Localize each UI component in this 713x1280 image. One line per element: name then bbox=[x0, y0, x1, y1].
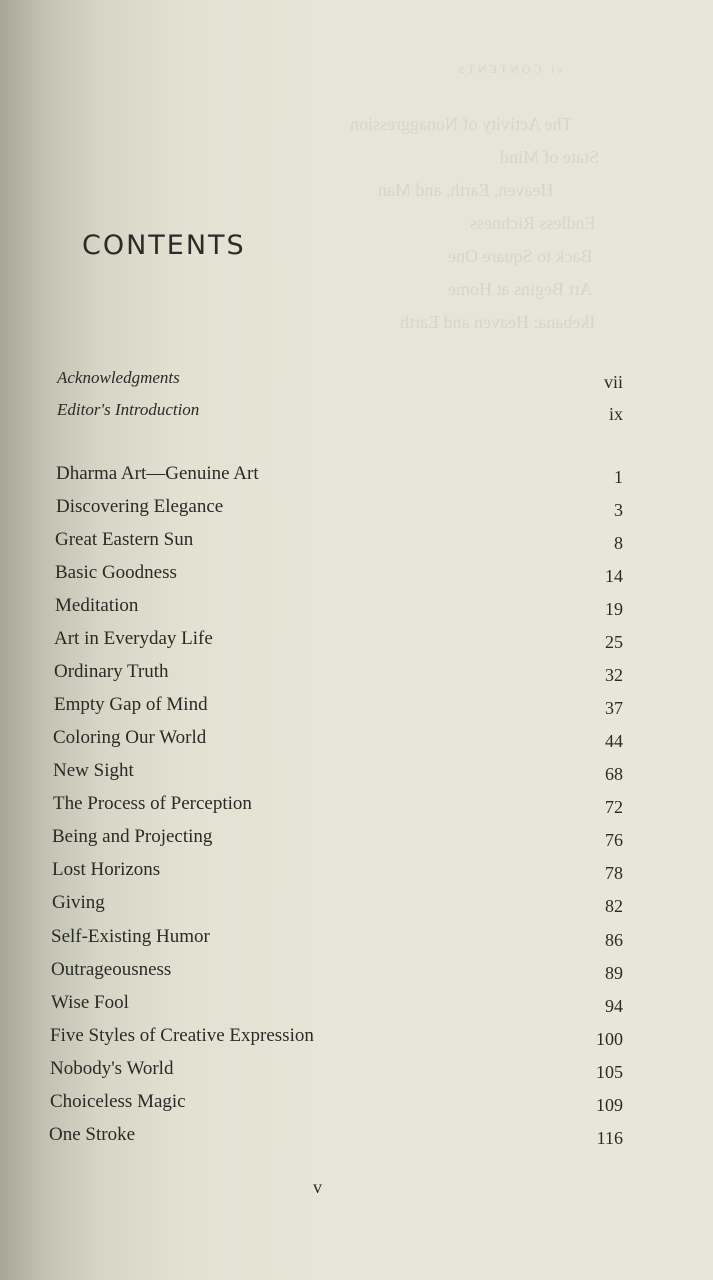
toc-title: Giving bbox=[52, 892, 105, 913]
toc-entry bbox=[53, 727, 623, 757]
toc-title: Editor's Introduction bbox=[57, 400, 200, 419]
toc-entry bbox=[55, 562, 623, 592]
toc-title: Nobody's World bbox=[50, 1058, 174, 1079]
toc-title: Empty Gap of Mind bbox=[54, 694, 208, 715]
toc-title: New Sight bbox=[53, 760, 134, 781]
toc-entry bbox=[56, 463, 623, 493]
page-title: CONTENTS bbox=[82, 230, 246, 261]
toc-entry bbox=[53, 760, 623, 790]
toc-entry bbox=[55, 595, 623, 625]
toc-entry bbox=[51, 992, 623, 1022]
toc-entry bbox=[57, 400, 623, 430]
toc-title: Dharma Art—Genuine Art bbox=[56, 463, 259, 484]
bleed-line: The Activity of Nonaggression bbox=[350, 114, 573, 134]
toc-entry bbox=[52, 826, 623, 856]
toc-entry bbox=[54, 694, 623, 724]
toc-page: 100 bbox=[596, 1029, 623, 1049]
toc-entry bbox=[50, 1091, 623, 1121]
toc-entry bbox=[50, 1025, 623, 1055]
toc-title: Basic Goodness bbox=[55, 562, 177, 583]
toc-entry bbox=[52, 892, 623, 922]
toc-title: Five Styles of Creative Expression bbox=[50, 1025, 314, 1046]
toc-page: 82 bbox=[605, 896, 623, 916]
toc-page: 105 bbox=[596, 1062, 623, 1082]
bleed-line: Ikebana: Heaven and Earth bbox=[400, 312, 596, 332]
bleed-line: Art Begins at Home bbox=[448, 279, 593, 299]
toc-title: Discovering Elegance bbox=[56, 496, 224, 517]
toc-entry bbox=[54, 661, 623, 691]
toc-title: Choiceless Magic bbox=[50, 1091, 186, 1112]
bleed-line: Endless Richness bbox=[470, 213, 596, 233]
toc-page: 68 bbox=[605, 764, 623, 784]
toc-entry bbox=[51, 959, 623, 989]
toc-title: The Process of Perception bbox=[53, 793, 252, 814]
toc-page: 94 bbox=[605, 996, 623, 1016]
toc-page: 116 bbox=[596, 1128, 623, 1148]
toc-entry bbox=[51, 926, 623, 956]
toc-entry bbox=[53, 793, 623, 823]
toc-entry bbox=[57, 368, 623, 398]
toc-page: 86 bbox=[605, 930, 623, 950]
toc-page: 14 bbox=[605, 566, 623, 586]
toc-page: 32 bbox=[605, 665, 623, 685]
toc-title: Lost Horizons bbox=[52, 859, 161, 880]
toc-title: Meditation bbox=[55, 595, 139, 616]
bleed-line: Heaven, Earth, and Man bbox=[378, 180, 554, 200]
toc-entry bbox=[54, 628, 623, 658]
toc-title: Art in Everyday Life bbox=[54, 628, 213, 649]
toc-page: 72 bbox=[605, 797, 623, 817]
toc-page: 37 bbox=[605, 698, 623, 718]
toc-entry bbox=[49, 1124, 623, 1154]
toc-page: 25 bbox=[605, 632, 623, 652]
toc-title: Coloring Our World bbox=[53, 727, 207, 748]
bleed-line: State of Mind bbox=[500, 147, 599, 167]
toc-title: Outrageousness bbox=[51, 959, 172, 980]
toc-entry bbox=[50, 1058, 623, 1088]
toc-page: 1 bbox=[614, 467, 623, 487]
toc-page: 78 bbox=[605, 863, 623, 883]
toc-page: 89 bbox=[605, 963, 623, 983]
toc-page: 19 bbox=[605, 599, 623, 619]
toc-page: ix bbox=[608, 404, 623, 424]
page-number: v bbox=[313, 1177, 322, 1197]
toc-page: 44 bbox=[605, 731, 623, 751]
toc-page: 76 bbox=[605, 830, 623, 850]
toc-title: Self-Existing Humor bbox=[51, 926, 210, 947]
toc-entry bbox=[55, 529, 623, 559]
bleed-line: vi CONTENTS bbox=[455, 62, 563, 76]
toc-page: vii bbox=[603, 372, 623, 392]
toc-page: 3 bbox=[614, 500, 623, 520]
bleed-line: Back to Square One bbox=[448, 246, 593, 266]
toc-entry bbox=[56, 496, 623, 526]
toc-title: Great Eastern Sun bbox=[55, 529, 194, 550]
toc-title: Being and Projecting bbox=[52, 826, 213, 847]
toc-title: Wise Fool bbox=[51, 992, 129, 1013]
toc-page: 109 bbox=[596, 1095, 623, 1115]
toc-entry bbox=[52, 859, 623, 889]
toc-title: One Stroke bbox=[49, 1124, 136, 1145]
toc-page: 8 bbox=[614, 533, 623, 553]
toc-title: Ordinary Truth bbox=[54, 661, 169, 682]
toc-title: Acknowledgments bbox=[57, 368, 180, 387]
